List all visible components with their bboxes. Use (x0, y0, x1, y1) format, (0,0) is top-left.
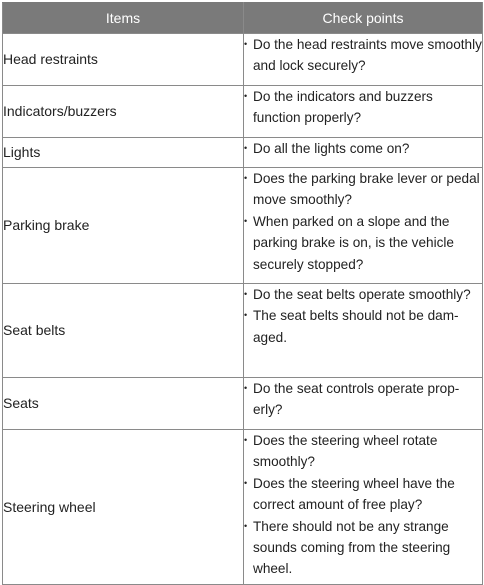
check-point: • When parked on a slope and the parking brake is on, is the vehicle securely stopped? (244, 211, 482, 275)
check-point: • Do all the lights come on? (244, 138, 482, 159)
check-point-list (244, 284, 482, 348)
check-points-cell (244, 168, 483, 284)
check-point-list (244, 34, 482, 77)
check-points-cell (244, 284, 483, 378)
item-cell: Head restraints (3, 34, 244, 86)
items-column-header: Items (3, 3, 244, 34)
check-points-cell (244, 34, 483, 86)
table-row (3, 284, 483, 378)
item-cell: Lights (3, 138, 244, 168)
check-point-list (244, 430, 482, 580)
table-row (3, 378, 483, 430)
check-point: • Do the head restraints move smoothly and lock securely? (244, 34, 482, 77)
check-point: • Does the steering wheel have the correct amount of free play? (244, 473, 482, 516)
check-point: • Do the indicators and buzzers function properly? (244, 86, 482, 129)
check-point: • There should not be any strange sounds coming from the steering wheel. (244, 516, 482, 580)
check-point-list (244, 378, 482, 421)
inspection-checklist-table (2, 2, 483, 585)
check-point: • The seat belts should not be dam-aged. (244, 305, 482, 348)
table-row (3, 34, 483, 86)
check-points-cell (244, 86, 483, 138)
table-row (3, 430, 483, 585)
item-cell: Steering wheel (3, 430, 244, 585)
header-row (3, 3, 483, 34)
check-point: • Does the steering wheel rotate smoothly? (244, 430, 482, 473)
item-cell: Seats (3, 378, 244, 430)
check-point-list (244, 138, 482, 159)
check-points-cell (244, 378, 483, 430)
check-points-column-header: Check points (244, 3, 483, 34)
item-cell: Seat belts (3, 284, 244, 378)
table-row (3, 86, 483, 138)
item-cell: Parking brake (3, 168, 244, 284)
check-point: • Do the seat belts operate smoothly? (244, 284, 482, 305)
check-points-cell (244, 138, 483, 168)
check-point-list (244, 168, 482, 275)
table-row (3, 168, 483, 284)
check-point: • Does the parking brake lever or pedal move smoothly? (244, 168, 482, 211)
item-cell: Indicators/buzzers (3, 86, 244, 138)
table-row (3, 138, 483, 168)
table-header (3, 3, 483, 34)
table-body (3, 34, 483, 585)
check-point: • Do the seat controls operate prop-erly? (244, 378, 482, 421)
check-points-cell (244, 430, 483, 585)
check-point-list (244, 86, 482, 129)
